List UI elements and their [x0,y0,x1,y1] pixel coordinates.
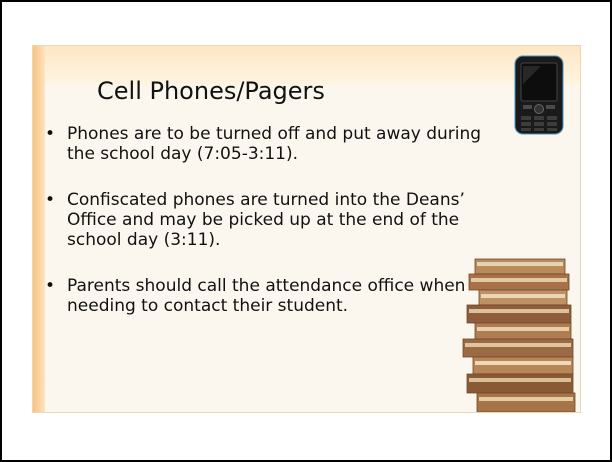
cell-phone-icon [513,54,565,136]
bullet-list [33,124,513,342]
bullet-text: Phones are to be turned off and put away during the school day (7:05-3:11). [67,124,482,164]
bullet-text: Parents should call the attendance office when needing to contact their student. [67,276,466,316]
bullet-text: Confiscated phones are turned into the Deans’ Office and may be picked up at the end of the school day (3:11). [67,190,465,250]
bullet-item [33,190,513,250]
bullet-glyph: • [45,276,56,296]
stack-of-books-icon [455,257,581,413]
bullet-item [33,124,513,164]
bullet-glyph: • [45,124,56,144]
bullet-item [33,276,513,316]
bullet-glyph: • [45,190,56,210]
slide [32,45,581,413]
slide-title: Cell Phones/Pagers [97,77,325,105]
